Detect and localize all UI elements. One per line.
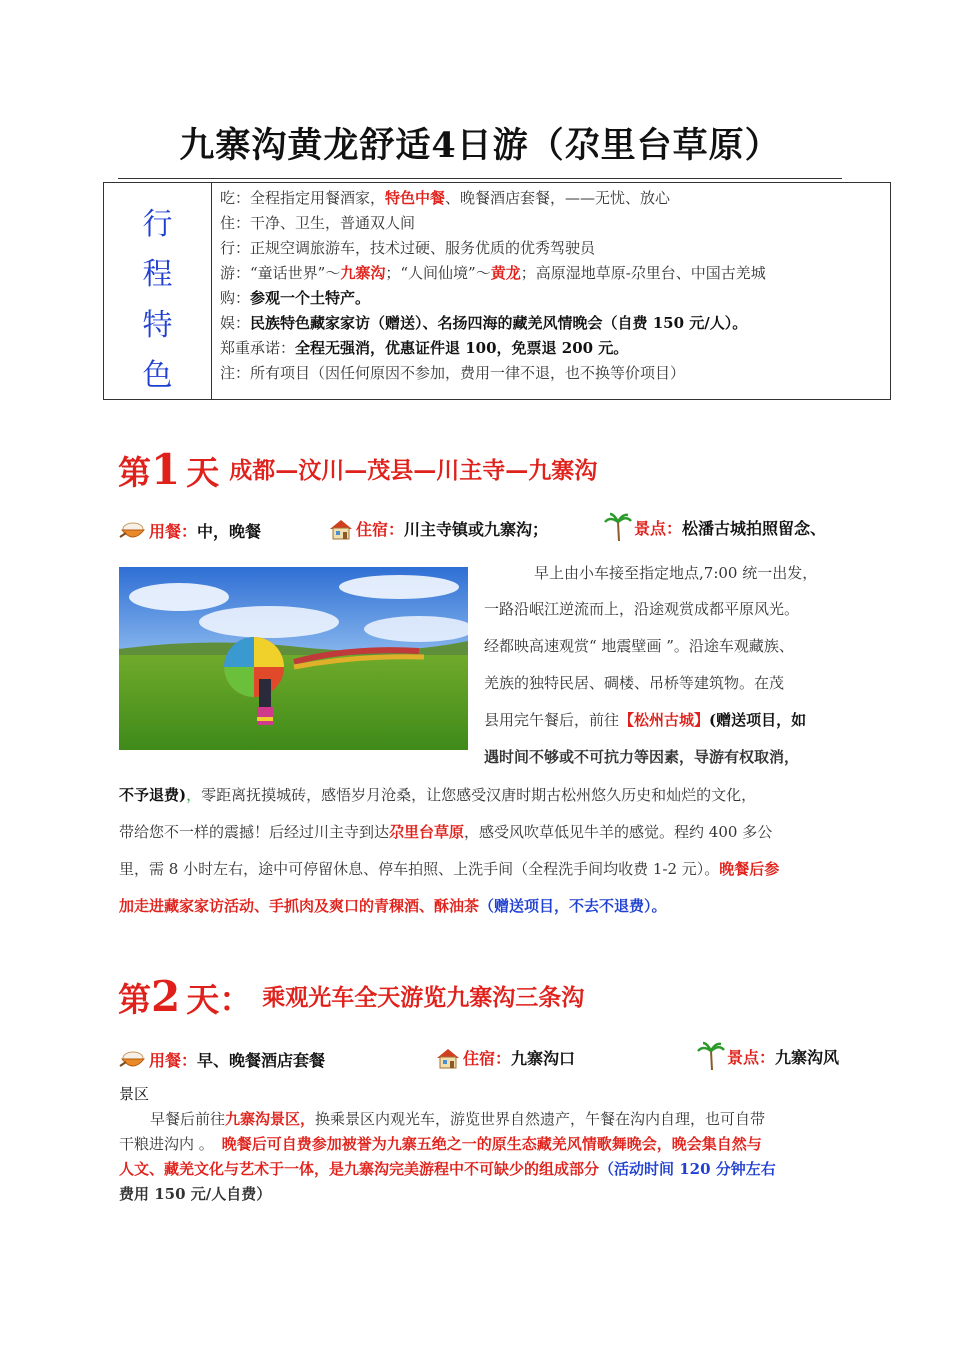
- palm-tree-icon: [604, 512, 632, 542]
- day1-para-line: 县用完午餐后，前往【松州古城】(赠送项目，如: [484, 711, 807, 729]
- day1-stay: 住宿： 川主寺镇或九寨沟；: [328, 517, 548, 540]
- day2-para-line: 人文、藏羌文化与艺术于一体，是九寨沟完美游程中不可缺少的组成部分（活动时间 120 分钟左右: [119, 1160, 776, 1178]
- day2-para-line: 费用 150 元/人自费）: [119, 1185, 272, 1203]
- day1-heading: 第1 天 成都—汶川—茂县—川主寺—九寨沟: [118, 445, 598, 494]
- feature-stay: 住：干净、卫生，普通双人间: [220, 214, 416, 232]
- features-list: [220, 186, 766, 386]
- feature-shopping: 购：参观一个土特产。: [220, 289, 371, 307]
- day1-para-line: 一路沿岷江逆流而上，沿途观赏成都平原风光。: [484, 600, 800, 618]
- day1-route: 成都—汶川—茂县—川主寺—九寨沟: [229, 457, 598, 484]
- day2-para-line: 干粮进沟内 。 晚餐后可自费参加被誉为九寨五绝之一的原生态藏羌风情歌舞晚会，晚会集自然与: [119, 1135, 762, 1153]
- day2-para-line: 早餐后前往九寨沟景区，换乘景区内观光车，游览世界自然遗产，午餐在沟内自理，也可自带: [150, 1110, 766, 1128]
- day2-sight-cont: 景区: [119, 1085, 150, 1103]
- feature-travel: 行：正规空调旅游车，技术过硬、服务优质的优秀驾驶员: [220, 239, 596, 257]
- features-side-label: [104, 183, 212, 399]
- day2-meal: 用餐： 早、晚餐酒店套餐: [119, 1048, 325, 1071]
- day1-para-line: 里，需 8 小时左右，途中可停留休息、停车拍照、上洗手间（全程洗手间均收费 1-2 元）。晚餐后参: [119, 860, 780, 878]
- rice-bowl-icon: [119, 520, 147, 542]
- side-char: 色: [142, 358, 173, 393]
- day1-meal: 用餐： 中，晚餐: [119, 519, 261, 542]
- rice-bowl-icon: [119, 1049, 147, 1071]
- day1-para-line: 经都映高速观赏“ 地震壁画 ”。沿途车观藏族、: [484, 637, 794, 655]
- day1-para-line: 早上由小车接至指定地点,7:00 统一出发，: [534, 564, 818, 582]
- day2-stay: 住宿： 九寨沟口: [435, 1046, 575, 1069]
- day2-route: 乘观光车全天游览九寨沟三条沟: [262, 984, 585, 1011]
- day2-heading: 第2 天： 乘观光车全天游览九寨沟三条沟: [118, 972, 585, 1021]
- feature-promise: 郑重承诺：全程无强消，优惠证件退 100，免票退 200 元。: [220, 339, 629, 357]
- feature-eat: 吃：全程指定用餐酒家，特色中餐、晚餐酒店套餐，——无忧、放心: [220, 189, 671, 207]
- day1-sights: 景点： 松潘古城拍照留念、: [604, 512, 826, 542]
- day2-sights: 景点： 九寨沟风: [697, 1041, 839, 1071]
- feature-tour: 游：“童话世界”～九寨沟；“人间仙境”～黄龙；高原湿地草原-尕里台、中国古羌城: [220, 264, 766, 282]
- palm-tree-icon: [697, 1041, 725, 1071]
- title-divider: [118, 178, 842, 179]
- grassland-photo: [119, 567, 468, 750]
- house-icon: [328, 518, 354, 540]
- feature-note: 注：所有项目（因任何原因不参加，费用一律不退，也不换等价项目）: [220, 364, 686, 382]
- side-char: 程: [142, 257, 173, 292]
- day1-para-line: 羌族的独特民居、碉楼、吊桥等建筑物。在茂: [484, 674, 785, 692]
- grassland-umbrella-image: [119, 567, 468, 750]
- day1-para-line: 加走进藏家家访活动、手抓肉及爽口的青稞酒、酥油茶（赠送项目，不去不退费）。: [119, 897, 667, 915]
- day1-para-line: 带给您不一样的震撼！后经过川主寺到达尕里台草原，感受风吹草低见牛羊的感觉。程约 400 多公: [119, 823, 773, 841]
- day1-para-line: 遇时间不够或不可抗力等因素，导游有权取消，: [484, 748, 800, 766]
- day1-para-line: 不予退费)，零距离抚摸城砖，感悟岁月沧桑，让您感受汉唐时期古松州悠久历史和灿烂的文化，: [119, 786, 757, 804]
- feature-entertainment: 娱：民族特色藏家家访（赠送）、名扬四海的藏羌风情晚会（自费 150 元/人）。: [220, 314, 748, 332]
- side-char: 行: [142, 207, 173, 242]
- house-icon: [435, 1047, 461, 1069]
- side-char: 特: [142, 308, 173, 343]
- page-title: 九寨沟黄龙舒适4日游（尕里台草原）: [179, 125, 781, 166]
- itinerary-features-box: [103, 182, 891, 400]
